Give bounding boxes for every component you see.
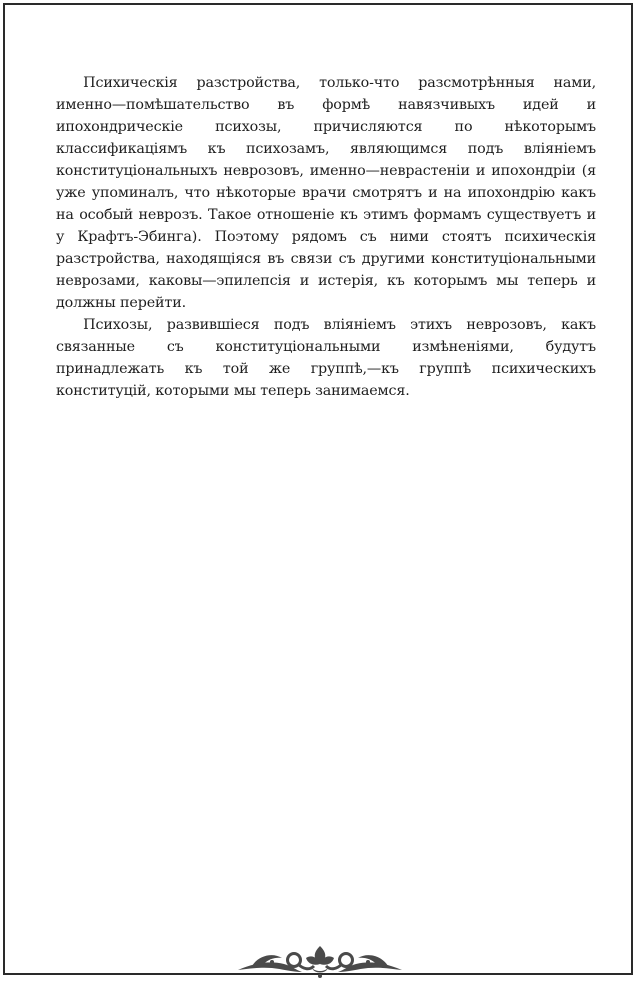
footer-ornament [0, 942, 640, 984]
paragraph-1: Психическія разстройства, только-что разсмотрѣнныя нами, именно—помѣшательство въ формѣ навязчивыхъ идей и ипохондрическіе психозы, причисляются по нѣкоторымъ классификаціямъ къ психозамъ, являющимся подъ вліяніемъ конституціональныхъ неврозовъ, именно—неврастеніи и ипохондріи (я уже упоминалъ, что нѣкоторые врачи смотрятъ и на ипохондрію какъ на особый неврозъ. Такое отношеніе къ этимъ формамъ существуетъ и у Крафтъ-Эбинга). Поэтому рядомъ съ ними стоятъ психическія разстройства, находящіяся въ связи съ другими конституціональными неврозами, каковы—эпилепсія и истерія, къ которымъ мы теперь и должны перейти. [56, 75, 596, 311]
floral-scroll-ornament-icon [0, 942, 640, 984]
text-body [56, 72, 596, 402]
paragraph-2: Психозы, развившіеся подъ вліяніемъ этихъ неврозовъ, какъ связанные съ конституціональными измѣненіями, будутъ принадлежать къ той же группѣ,—къ группѣ психическихъ конституцій, которыми мы теперь занимаемся. [56, 317, 596, 399]
